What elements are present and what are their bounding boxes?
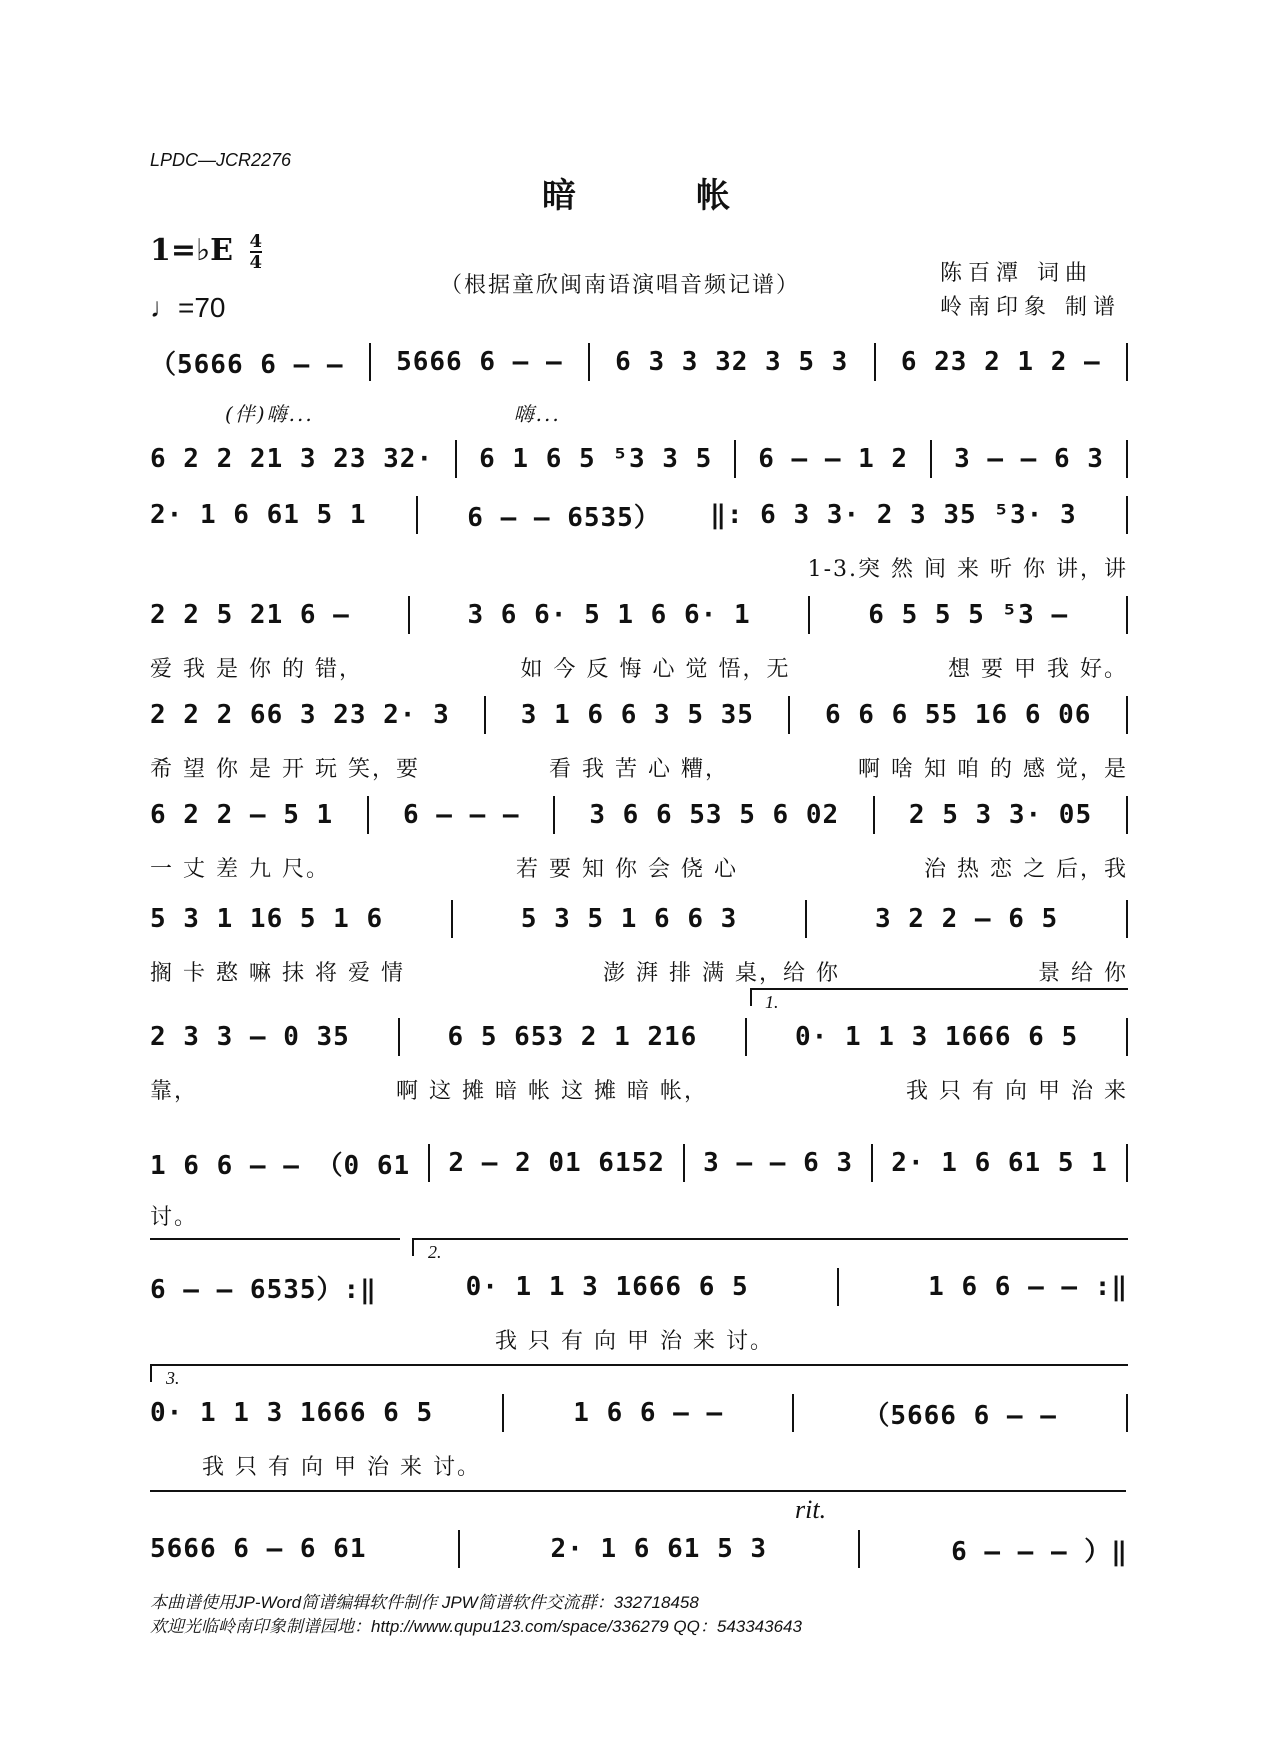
measure: 3 6 6 53 5 6 02 (589, 800, 840, 830)
lyric-line: 讨。 (150, 1205, 199, 1230)
measure: 1 6 6 – – :‖ (928, 1272, 1128, 1302)
barline (367, 796, 369, 834)
lyric-line: 希 望 你 是 开 玩 笑，要 (150, 757, 420, 782)
credit-transcription: 岭南印象 制谱 (940, 295, 1121, 320)
measure: 2 – 2 01 6152 (448, 1148, 665, 1178)
barline (871, 1144, 873, 1182)
lyrics-row-10 (150, 1324, 1128, 1355)
barline (1126, 796, 1128, 834)
barline (369, 343, 371, 381)
page-title: 暗帐 (542, 176, 850, 216)
key-flat: ♭E (196, 233, 234, 268)
volta-bracket-second (412, 1238, 1128, 1256)
barline (930, 440, 932, 478)
barline (1126, 343, 1128, 381)
barline (858, 1530, 860, 1568)
staff-row-12 (150, 1530, 1128, 1568)
measure: 0· 1 1 3 1666 6 5 (150, 1398, 434, 1428)
measure: 6 – – 1 2 (758, 444, 909, 474)
staff-row-9 (150, 1144, 1128, 1182)
subtitle: （根据童欣闽南语演唱音频记谱） (440, 273, 801, 298)
credit-lyrics-music: 陈百潭 词曲 (940, 261, 1093, 286)
lyric-line: 景 给 你 (1037, 961, 1128, 986)
measure: 2 3 3 – 0 35 (150, 1022, 350, 1052)
measure: 6 – – – ）‖ (951, 1536, 1128, 1567)
barline (588, 343, 590, 381)
volta-bracket-third (150, 1364, 1128, 1382)
measure: 1 6 6 – – (573, 1398, 724, 1428)
measure: 3 – – 6 3 (954, 444, 1104, 474)
barline (805, 900, 807, 938)
barline (502, 1394, 504, 1432)
barline (451, 900, 453, 938)
staff-row-6 (150, 796, 1128, 834)
lyric-line: 我 只 有 向 甲 治 来 (906, 1079, 1128, 1104)
measure: 6 6 6 55 16 6 06 (824, 700, 1092, 730)
lyrics-row-6 (150, 852, 1128, 883)
barline (1126, 900, 1128, 938)
measure: 6 – – – (402, 800, 520, 830)
lyrics-row-11 (150, 1450, 1128, 1481)
barline (788, 696, 790, 734)
lyric-line: (伴)嗨... (225, 402, 314, 426)
volta-label-third: 3. (166, 1368, 180, 1388)
barline (745, 1018, 747, 1056)
time-bottom: 4 (249, 252, 263, 273)
key-signature (150, 232, 262, 272)
lyric-line: 爱 我 是 你 的 错， (150, 657, 363, 682)
measure: 0· 1 1 3 1666 6 5 (795, 1022, 1079, 1052)
measure: 3 2 2 – 6 5 (874, 904, 1059, 934)
tempo-marking: ♩=70 (150, 292, 226, 323)
measure: 5 3 5 1 6 6 3 (520, 904, 738, 934)
barline (455, 440, 457, 478)
ritardando-mark: rit. (795, 1495, 827, 1524)
volta-label-second: 2. (428, 1242, 442, 1262)
barline (458, 1530, 460, 1568)
measure: 2· 1 6 61 5 1 (150, 500, 367, 530)
lyric-line: 搁 卡 憨 嘛 抹 将 爱 情 (150, 961, 405, 986)
lyric-line: 啊 这 摊 暗 帐 这 摊 暗 帐， (396, 1079, 708, 1104)
footer-line-1: 本曲谱使用JP-Word简谱编辑软件制作 JPW简谱软件交流群：332718458 (150, 1593, 699, 1612)
measure: 2 2 5 21 6 – (150, 600, 350, 630)
lyric-line: 嗨... (513, 402, 561, 426)
volta-bracket-first (750, 988, 1128, 1006)
measure: 2· 1 6 61 5 1 (891, 1148, 1108, 1178)
staff-row-1 (150, 343, 1128, 381)
measure: 5666 6 – – (396, 347, 563, 377)
barline (808, 596, 810, 634)
barline (873, 796, 875, 834)
lyric-line: 想 要 甲 我 好。 (948, 657, 1128, 682)
key-label: 1= (150, 233, 197, 268)
measure: 6 – – 6535） (467, 502, 661, 533)
lyrics-row-1 (150, 398, 1128, 427)
lyric-line: 看 我 苦 心 糟， (549, 757, 729, 782)
footer-line-2: 欢迎光临岭南印象制谱园地：http://www.qupu123.com/space/336279 QQ：543343643 (150, 1617, 802, 1636)
measure: 2 5 3 3· 05 (908, 800, 1093, 830)
measure: 3 1 6 6 3 5 35 (520, 700, 754, 730)
measure: 6 23 2 1 2 – (900, 347, 1101, 377)
measure: 1 6 6 – – （0 61 (150, 1150, 411, 1181)
lyric-line: 若 要 知 你 会 侥 心 (516, 857, 738, 882)
staff-row-5 (150, 696, 1128, 734)
measure: 6 1 6 5 ⁵3 3 5 (479, 444, 713, 474)
volta-bracket-first-end (150, 1238, 400, 1256)
measure: 6 2 2 21 3 23 32· (150, 444, 434, 474)
barline (874, 343, 876, 381)
barline (792, 1394, 794, 1432)
barline (1126, 1394, 1128, 1432)
staff-row-3 (150, 496, 1128, 534)
lyric-line: 靠， (150, 1079, 199, 1104)
staff-row-7 (150, 900, 1128, 938)
time-signature (250, 232, 263, 272)
staff-row-2 (150, 440, 1128, 478)
time-top: 4 (249, 231, 263, 252)
staff-row-8 (150, 1018, 1128, 1056)
barline (1126, 440, 1128, 478)
barline (484, 696, 486, 734)
measure: 0· 1 1 3 1666 6 5 (465, 1272, 749, 1302)
volta-bracket-third-end (150, 1490, 1126, 1508)
score-code: LPDC—JCR2276 (150, 150, 292, 170)
measure: 6 – – 6535）:‖ (150, 1274, 377, 1305)
barline (553, 796, 555, 834)
staff-row-4 (150, 596, 1128, 634)
lyric-line: 我 只 有 向 甲 治 来 讨。 (202, 1455, 481, 1480)
barline (837, 1268, 839, 1306)
barline (428, 1144, 430, 1182)
barline (416, 496, 418, 534)
lyrics-row-4 (150, 652, 1128, 683)
volta-label-first: 1. (765, 992, 779, 1012)
lyric-line: 一 丈 差 九 尺。 (150, 857, 330, 882)
measure: 5666 6 – 6 61 (150, 1534, 367, 1564)
lyric-line: 治 热 恋 之 后，我 (924, 857, 1128, 882)
measure: 3 6 6· 5 1 6 6· 1 (467, 600, 751, 630)
measure: 2 2 2 66 3 23 2· 3 (150, 700, 450, 730)
measure: （5666 6 – – (150, 349, 344, 380)
barline (1126, 1018, 1128, 1056)
measure: 6 5 5 5 ⁵3 – (868, 600, 1069, 630)
lyric-line: 澎 湃 排 满 桌，给 你 (602, 961, 840, 986)
barline (1126, 496, 1128, 534)
measure: 5 3 1 16 5 1 6 (150, 904, 384, 934)
barline (683, 1144, 685, 1182)
lyrics-row-5 (150, 752, 1128, 783)
lyric-line: 我 只 有 向 甲 治 来 讨。 (495, 1329, 774, 1354)
staff-row-10 (150, 1268, 1128, 1306)
measure: 6 5 653 2 1 216 (447, 1022, 698, 1052)
staff-row-11 (150, 1394, 1128, 1432)
measure: 3 – – 6 3 (703, 1148, 854, 1178)
barline (734, 440, 736, 478)
lyric-line: 1-3.突 然 间 来 听 你 讲，讲 (807, 557, 1128, 582)
measure: ‖: 6 3 3· 2 3 35 ⁵3· 3 (710, 500, 1077, 530)
lyrics-row-3 (150, 552, 1128, 583)
measure: 6 3 3 32 3 5 3 (615, 347, 849, 377)
lyrics-row-7 (150, 956, 1128, 987)
barline (398, 1018, 400, 1056)
measure: （5666 6 – – (863, 1400, 1057, 1431)
barline (408, 596, 410, 634)
barline (1126, 1144, 1128, 1182)
barline (1126, 596, 1128, 634)
lyrics-row-8 (150, 1074, 1128, 1105)
lyric-line: 啊 啥 知 咱 的 感 觉，是 (858, 757, 1128, 782)
lyric-line: 如 今 反 悔 心 觉 悟，无 (520, 657, 791, 682)
measure: 6 2 2 – 5 1 (150, 800, 334, 830)
measure: 2· 1 6 61 5 3 (550, 1534, 768, 1564)
lyrics-row-9 (150, 1200, 1128, 1231)
barline (1126, 696, 1128, 734)
